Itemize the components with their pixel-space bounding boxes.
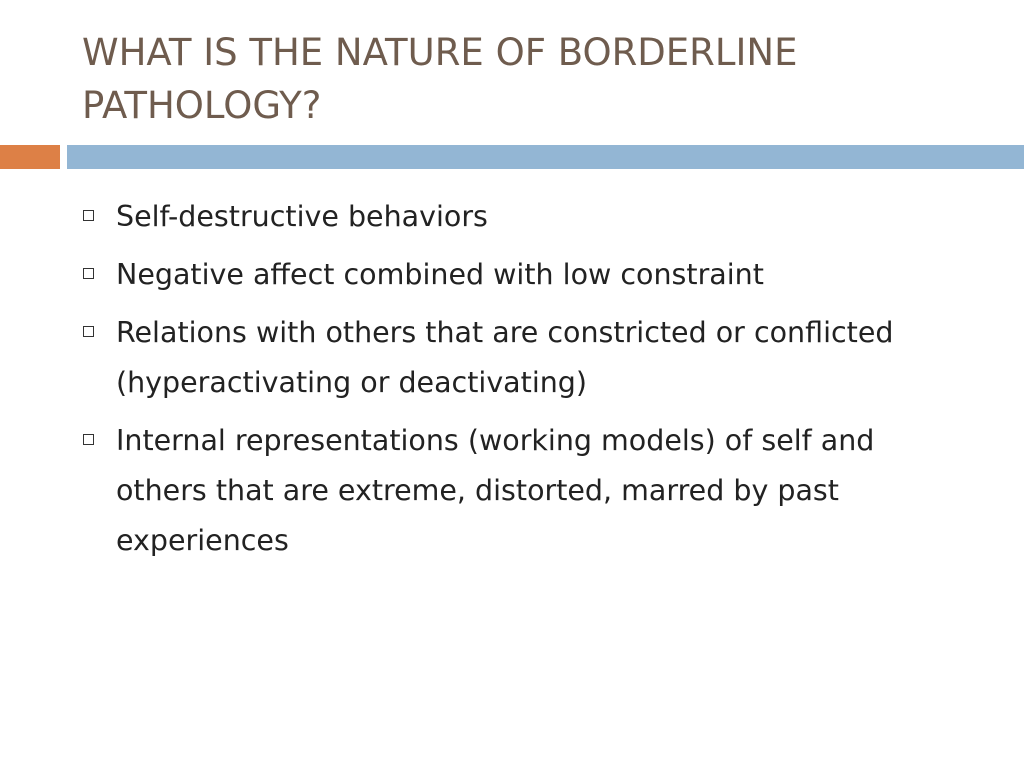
hollow-square-icon <box>83 434 94 445</box>
accent-bar-blue <box>67 145 1024 169</box>
bullet-list <box>82 192 962 574</box>
bullet-text: Relations with others that are constricted or conflicted (hyperactivating or deactivating) <box>116 316 894 399</box>
bullet-item <box>82 192 962 242</box>
hollow-square-icon <box>83 268 94 279</box>
slide-title: WHAT IS THE NATURE OF BORDERLINE PATHOLOGY? <box>82 31 798 127</box>
bullet-text: Self-destructive behaviors <box>116 200 488 233</box>
bullet-item <box>82 250 962 300</box>
bullet-text: Internal representations (working models) of self and others that are extreme, distorted, marred by past experiences <box>116 424 875 557</box>
hollow-square-icon <box>83 210 94 221</box>
accent-bar-orange <box>0 145 60 169</box>
hollow-square-icon <box>83 326 94 337</box>
bullet-item <box>82 416 962 566</box>
bullet-text: Negative affect combined with low constraint <box>116 258 764 291</box>
bullet-item <box>82 308 962 408</box>
